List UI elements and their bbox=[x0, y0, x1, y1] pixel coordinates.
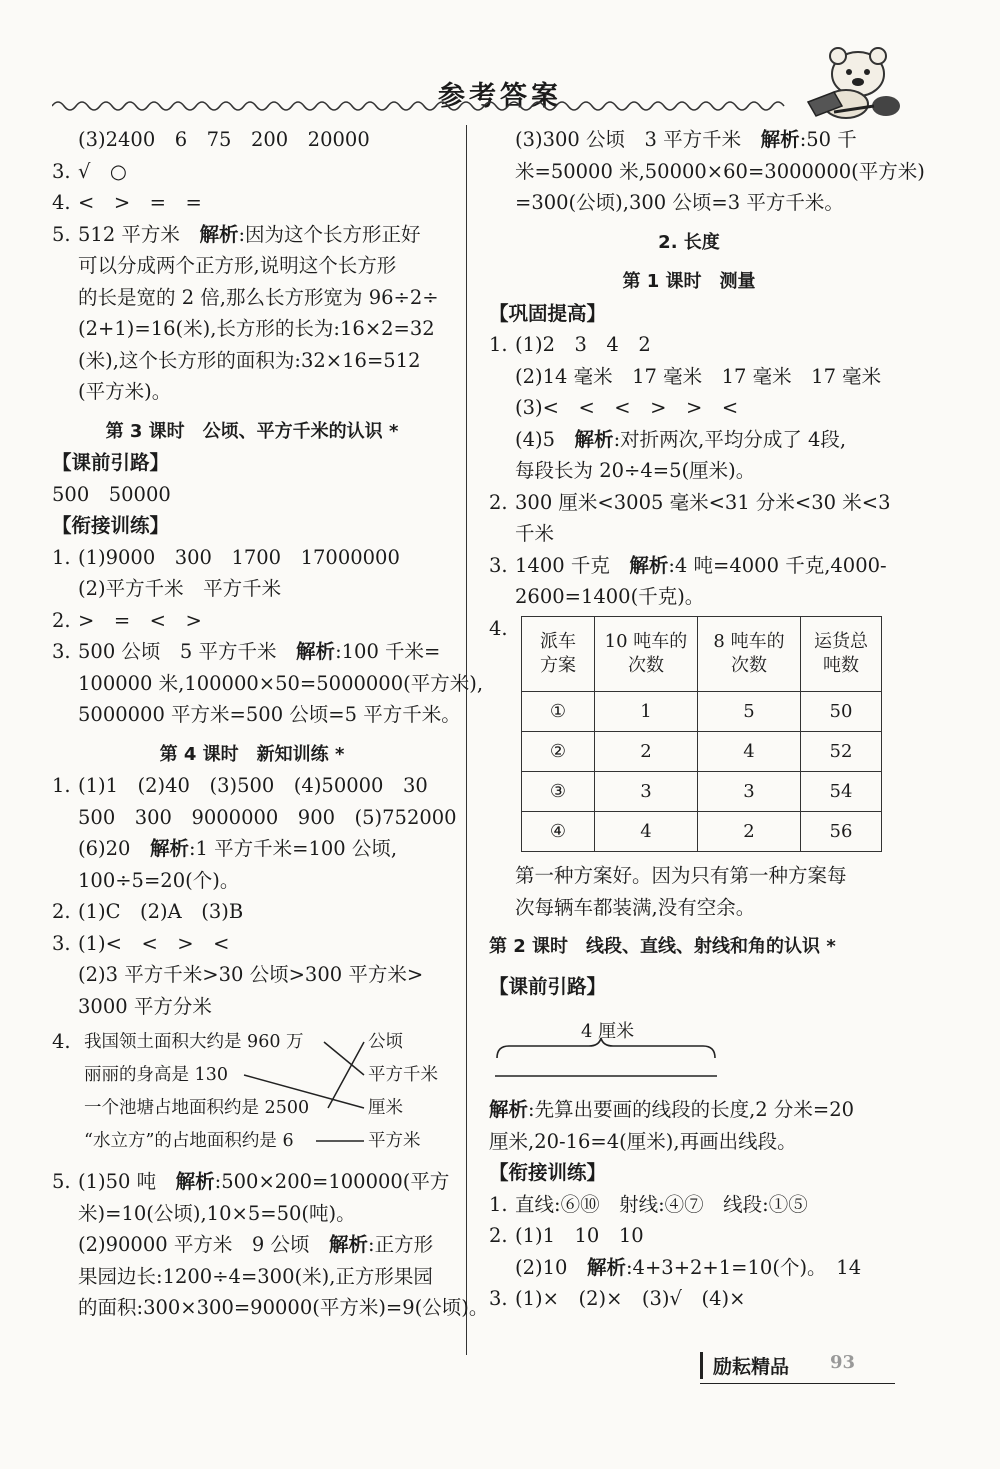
item-number: 3. bbox=[52, 159, 71, 183]
answer-line: (3)< < < > > < bbox=[515, 396, 739, 419]
answer-line: < > = = bbox=[78, 191, 202, 214]
match-right-item: 平方千米 bbox=[368, 1065, 438, 1085]
answer-line: √ ○ bbox=[78, 159, 127, 183]
item-number: 3. bbox=[489, 553, 508, 577]
analysis-text: (米),这个长方形的面积为:32×16=512 bbox=[78, 348, 421, 372]
section-tag: 【衔接训练】 bbox=[489, 1161, 607, 1184]
answer-value: (4)5 bbox=[515, 427, 556, 451]
lesson-heading: 第 4 课时 新知训练 * bbox=[159, 743, 345, 765]
match-right-item: 厘米 bbox=[368, 1098, 403, 1118]
item-number: 1. bbox=[52, 774, 71, 797]
analysis-text: :因为这个长方形正好 bbox=[238, 222, 421, 246]
table-cell: 1 bbox=[595, 692, 698, 732]
answer-line: > = < > bbox=[78, 608, 202, 632]
item-number: 4. bbox=[52, 191, 71, 214]
answer-line: 300 厘米<3005 毫米<31 分米<30 米<3 bbox=[515, 490, 891, 514]
answer-line: 3000 平方分米 bbox=[78, 994, 212, 1018]
table-cell: 5 bbox=[698, 692, 801, 732]
matching-diagram bbox=[52, 1026, 452, 1160]
table-cell: 3 bbox=[595, 772, 698, 812]
left-column bbox=[52, 124, 489, 1324]
analysis-text: 2600=1400(千克)。 bbox=[515, 585, 705, 608]
analysis-text: :500×200=100000(平方 bbox=[214, 1170, 450, 1193]
analysis-text: 米)=10(公顷),10×5=50(吨)。 bbox=[78, 1201, 356, 1225]
analysis-text: (2+1)=16(米),长方形的长为:16×2=32 bbox=[78, 317, 435, 340]
lesson-heading: 第 1 课时 测量 bbox=[622, 271, 756, 292]
item-number: 3. bbox=[52, 931, 71, 955]
analysis-text: :4+3+2+1=10(个)。 14 bbox=[625, 1255, 862, 1279]
matching-lines bbox=[52, 1026, 452, 1160]
bear-mascot-icon bbox=[786, 44, 906, 120]
page-number: 93 bbox=[830, 1352, 856, 1373]
analysis-label: 解析 bbox=[629, 553, 669, 577]
answer-line: 千米 bbox=[515, 522, 555, 545]
table-header-cell: 8 吨车的 次数 bbox=[698, 617, 801, 692]
brand-label: 励耘精品 bbox=[700, 1352, 789, 1379]
analysis-text: 果园边长:1200÷4=300(米),正方形果园 bbox=[78, 1264, 433, 1288]
table-cell: 2 bbox=[595, 732, 698, 772]
item-number: 5. bbox=[52, 1170, 71, 1193]
answer-line: 次每辆车都装满,没有空余。 bbox=[515, 895, 756, 919]
analysis-text: 厘米,20-16=4(厘米),再画出线段。 bbox=[489, 1129, 797, 1153]
answer-value: (2)90000 平方米 9 公顷 bbox=[78, 1233, 310, 1256]
analysis-text: :对折两次,平均分成了 4段, bbox=[613, 427, 847, 451]
section-tag: 【课前引路】 bbox=[489, 974, 607, 998]
analysis-text: :1 平方千米=100 公顷, bbox=[188, 837, 398, 860]
item-number: 2. bbox=[489, 1224, 508, 1247]
table-cell: 54 bbox=[801, 772, 882, 812]
right-column bbox=[489, 124, 925, 1315]
item-number: 4. bbox=[52, 1030, 71, 1053]
match-left-item: 丽丽的身高是 130 bbox=[84, 1065, 228, 1085]
match-right-item: 平方米 bbox=[368, 1131, 421, 1151]
table-cell: 4 bbox=[595, 812, 698, 852]
answer-line: 500 300 9000000 900 (5)752000 bbox=[78, 805, 457, 829]
table-header-cell: 10 吨车的 次数 bbox=[595, 617, 698, 692]
analysis-text: :正方形 bbox=[368, 1233, 434, 1256]
analysis-label: 解析 bbox=[149, 837, 189, 860]
table-header-cell: 派车 方案 bbox=[522, 617, 595, 692]
answer-line: 500 50000 bbox=[52, 482, 171, 506]
truck-plan-table bbox=[521, 616, 882, 852]
column-divider bbox=[466, 125, 467, 1355]
answer-line: (3)2400 6 75 200 20000 bbox=[78, 128, 370, 151]
answer-value: 1400 千克 bbox=[515, 553, 610, 577]
lesson-heading: 第 2 课时 线段、直线、射线和角的认识 * bbox=[489, 936, 836, 957]
analysis-text: 100000 米,100000×50=5000000(平方米), bbox=[78, 671, 484, 695]
section-tag: 【巩固提高】 bbox=[489, 301, 607, 325]
analysis-text: 的长是宽的 2 倍,那么长方形宽为 96÷2÷ bbox=[78, 285, 439, 309]
table-cell: 4 bbox=[698, 732, 801, 772]
answer-line: 第一种方案好。因为只有第一种方案每 bbox=[515, 864, 847, 887]
table-cell: 50 bbox=[801, 692, 882, 732]
brace-segment-icon bbox=[489, 1002, 889, 1094]
analysis-text: :4 吨=4000 千克,4000- bbox=[668, 553, 887, 577]
answer-line: (2)14 毫米 17 毫米 17 毫米 17 毫米 bbox=[515, 364, 882, 388]
answer-line: (1)C (2)A (3)B bbox=[78, 900, 244, 923]
analysis-text: :100 千米= bbox=[335, 640, 441, 663]
item-number: 3. bbox=[489, 1287, 508, 1310]
table-cell: 56 bbox=[801, 812, 882, 852]
analysis-text: 的面积:300×300=90000(平方米)=9(公顷)。 bbox=[78, 1296, 489, 1319]
item-number: 1. bbox=[489, 333, 508, 356]
match-right-item: 公顷 bbox=[368, 1032, 403, 1052]
section-tag: 【衔接训练】 bbox=[52, 514, 170, 537]
match-left-item: 我国领土面积大约是 960 万 bbox=[84, 1032, 304, 1052]
table-cell: ② bbox=[522, 732, 595, 772]
answer-line: (1)2 3 4 2 bbox=[515, 333, 651, 356]
analysis-label: 解析 bbox=[199, 222, 239, 246]
analysis-label: 解析 bbox=[489, 1098, 529, 1121]
analysis-text: =300(公顷),300 公顷=3 平方千米。 bbox=[515, 191, 844, 214]
table-row bbox=[522, 732, 882, 772]
item-number: 2. bbox=[52, 900, 71, 923]
table-cell: ③ bbox=[522, 772, 595, 812]
table-row bbox=[522, 772, 882, 812]
table-row bbox=[522, 692, 882, 732]
table-cell: 52 bbox=[801, 732, 882, 772]
analysis-label: 解析 bbox=[175, 1170, 215, 1193]
item-number: 2. bbox=[52, 608, 71, 632]
section-tag: 【课前引路】 bbox=[52, 451, 170, 474]
table-cell: ④ bbox=[522, 812, 595, 852]
answer-value: 512 平方米 bbox=[78, 222, 180, 246]
answer-line: (1)1 (2)40 (3)500 (4)50000 30 bbox=[78, 774, 428, 797]
analysis-text: 可以分成两个正方形,说明这个长方形 bbox=[78, 254, 397, 277]
answer-line: (1)9000 300 1700 17000000 bbox=[78, 545, 400, 569]
analysis-text: 100÷5=20(个)。 bbox=[78, 868, 240, 892]
answer-value: (6)20 bbox=[78, 837, 131, 860]
analysis-text: 米=50000 米,50000×60=3000000(平方米) bbox=[515, 159, 925, 183]
analysis-text: :先算出要画的线段的长度,2 分米=20 bbox=[528, 1098, 855, 1121]
analysis-text: 每段长为 20÷4=5(厘米)。 bbox=[515, 459, 756, 482]
item-number: 1. bbox=[489, 1192, 508, 1216]
answer-line: 直线:⑥⑩ 射线:④⑦ 线段:①⑤ bbox=[515, 1192, 808, 1216]
analysis-label: 解析 bbox=[574, 427, 614, 451]
analysis-text: (平方米)。 bbox=[78, 380, 172, 403]
answer-value: (3)300 公顷 3 平方千米 bbox=[515, 128, 742, 151]
item-number: 2. bbox=[489, 490, 508, 514]
analysis-text: 5000000 平方米=500 公顷=5 平方千米。 bbox=[78, 703, 461, 726]
table-row bbox=[522, 812, 882, 852]
answer-line: (1)× (2)× (3)√ (4)× bbox=[515, 1287, 746, 1310]
item-number: 1. bbox=[52, 545, 71, 569]
analysis-label: 解析 bbox=[328, 1233, 368, 1256]
analysis-label: 解析 bbox=[296, 640, 336, 663]
header-wavy-rule bbox=[52, 92, 792, 116]
item-number: 5. bbox=[52, 222, 71, 246]
table-cell: 3 bbox=[698, 772, 801, 812]
match-left-item: 一个池塘占地面积约是 2500 bbox=[84, 1098, 310, 1118]
lesson-heading: 第 3 课时 公顷、平方千米的认识 * bbox=[105, 420, 399, 442]
segment-drawing bbox=[489, 1002, 889, 1094]
answer-line: (1)1 10 10 bbox=[515, 1224, 644, 1247]
footer-rule bbox=[700, 1383, 895, 1384]
page-title: 参考答案 bbox=[438, 81, 562, 112]
answer-line: (2)3 平方千米>30 公顷>300 平方米> bbox=[78, 963, 424, 986]
answer-value: (1)50 吨 bbox=[78, 1170, 157, 1193]
analysis-label: 解析 bbox=[586, 1255, 626, 1279]
segment-length-label: 4 厘米 bbox=[581, 1021, 635, 1042]
table-cell: ① bbox=[522, 692, 595, 732]
unit-heading: 2. 长度 bbox=[658, 231, 720, 253]
answer-value: (2)10 bbox=[515, 1255, 568, 1279]
table-cell: 2 bbox=[698, 812, 801, 852]
analysis-label: 解析 bbox=[760, 128, 800, 151]
table-header-cell: 运货总 吨数 bbox=[801, 617, 882, 692]
answer-line: (2)平方千米 平方千米 bbox=[78, 577, 282, 600]
answer-line: (1)< < > < bbox=[78, 931, 230, 955]
match-left-item: “水立方”的占地面积约是 6 bbox=[84, 1131, 294, 1151]
analysis-text: :50 千 bbox=[799, 128, 857, 151]
answer-value: 500 公顷 5 平方千米 bbox=[78, 640, 277, 663]
item-number: 3. bbox=[52, 640, 71, 663]
item-number: 4. bbox=[489, 616, 508, 640]
